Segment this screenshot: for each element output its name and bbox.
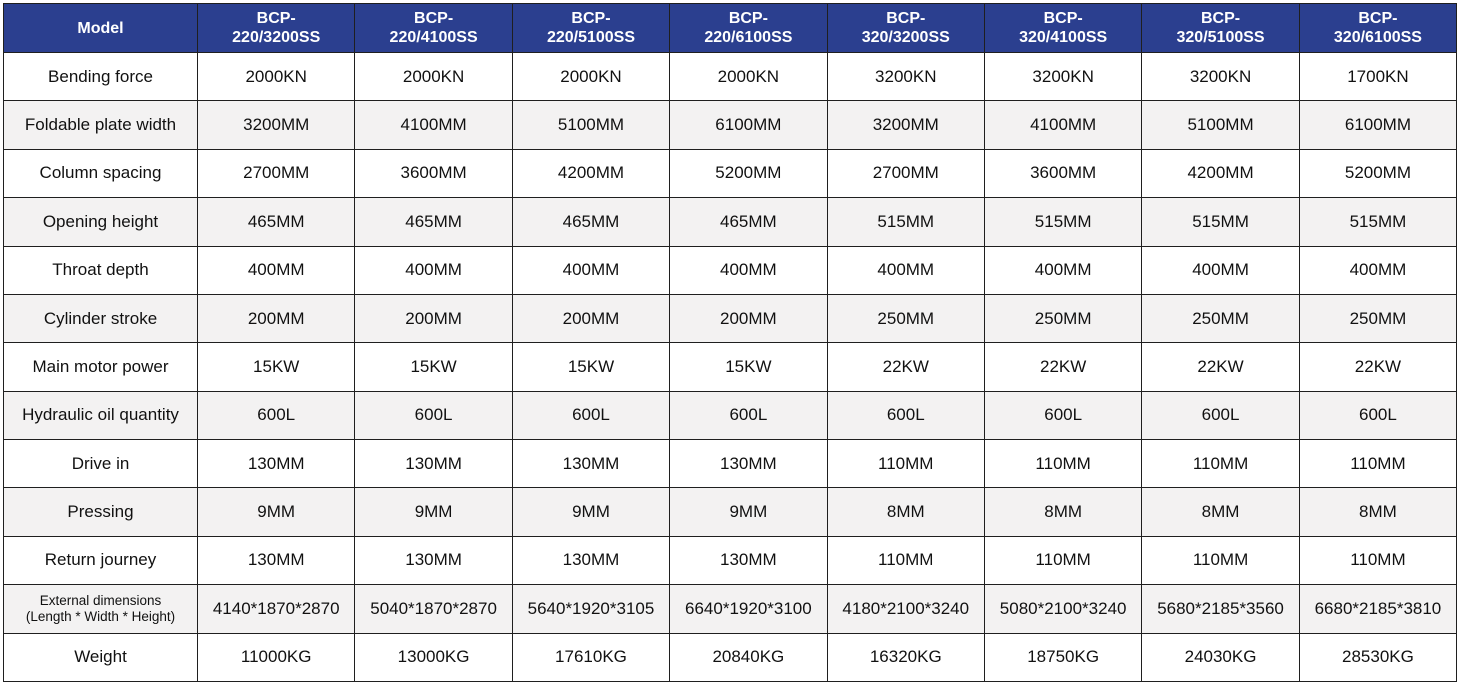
table-cell: 22KW	[1299, 343, 1456, 391]
table-cell: 22KW	[984, 343, 1141, 391]
table-cell: 400MM	[355, 246, 512, 294]
table-cell: 110MM	[1142, 536, 1299, 584]
model-header: Model	[4, 4, 198, 53]
table-cell: 5100MM	[512, 101, 669, 149]
table-cell: 2700MM	[827, 149, 984, 197]
table-cell: 9MM	[670, 488, 827, 536]
parameter-label	[4, 585, 198, 633]
model-header-line: BCP-	[1358, 10, 1398, 27]
table-cell: 9MM	[355, 488, 512, 536]
table-cell: 600L	[512, 391, 669, 439]
parameter-label: Main motor power	[4, 343, 198, 391]
table-cell: 4180*2100*3240	[827, 585, 984, 633]
table-cell: 5080*2100*3240	[984, 585, 1141, 633]
table-cell: 22KW	[1142, 343, 1299, 391]
model-header-line: 320/6100SS	[1333, 29, 1422, 46]
table-row	[4, 246, 1457, 294]
table-cell: 5200MM	[670, 149, 827, 197]
table-cell: 8MM	[1299, 488, 1456, 536]
model-header-6	[984, 4, 1141, 53]
table-cell: 600L	[1142, 391, 1299, 439]
table-cell: 5200MM	[1299, 149, 1456, 197]
table-cell: 600L	[1299, 391, 1456, 439]
model-header-line: BCP-	[256, 10, 296, 27]
table-cell: 2000KN	[670, 53, 827, 101]
table-cell: 465MM	[670, 198, 827, 246]
table-cell: 130MM	[355, 440, 512, 488]
parameter-label-line: (Length * Width * Height)	[25, 608, 176, 624]
table-cell: 200MM	[512, 294, 669, 342]
model-header-line: BCP-	[728, 10, 768, 27]
model-header-line: 220/5100SS	[546, 29, 636, 46]
table-cell: 130MM	[198, 440, 355, 488]
table-cell: 2700MM	[198, 149, 355, 197]
table-cell: 250MM	[1142, 294, 1299, 342]
table-cell: 3600MM	[355, 149, 512, 197]
table-cell: 6100MM	[670, 101, 827, 149]
model-header-line: 320/3200SS	[861, 29, 950, 46]
table-row	[4, 343, 1457, 391]
table-cell: 17610KG	[512, 633, 669, 682]
table-cell: 130MM	[512, 440, 669, 488]
table-cell: 110MM	[1299, 536, 1456, 584]
model-header-5	[827, 4, 984, 53]
model-header-1	[198, 4, 355, 53]
table-cell: 515MM	[827, 198, 984, 246]
table-cell: 400MM	[984, 246, 1141, 294]
table-cell: 465MM	[198, 198, 355, 246]
model-header-line: 220/4100SS	[389, 29, 478, 46]
model-header-line: 220/6100SS	[704, 29, 793, 46]
model-header-line: BCP-	[1200, 10, 1241, 27]
table-cell: 110MM	[984, 440, 1141, 488]
table-cell: 8MM	[1142, 488, 1299, 536]
table-cell: 5100MM	[1142, 101, 1299, 149]
table-cell: 515MM	[1299, 198, 1456, 246]
model-header-line: 320/5100SS	[1176, 29, 1265, 46]
table-cell: 6640*1920*3100	[670, 585, 827, 633]
table-row	[4, 585, 1457, 633]
table-cell: 18750KG	[984, 633, 1141, 682]
table-cell: 130MM	[670, 440, 827, 488]
parameter-label: Return journey	[4, 536, 198, 584]
table-cell: 13000KG	[355, 633, 512, 682]
table-cell: 600L	[198, 391, 355, 439]
table-cell: 515MM	[984, 198, 1141, 246]
table-cell: 130MM	[198, 536, 355, 584]
spec-table	[3, 3, 1457, 682]
table-cell: 600L	[984, 391, 1141, 439]
table-cell: 3200KN	[984, 53, 1141, 101]
table-cell: 15KW	[670, 343, 827, 391]
table-cell: 15KW	[198, 343, 355, 391]
model-header-line: 320/4100SS	[1019, 29, 1108, 46]
table-cell: 15KW	[355, 343, 512, 391]
table-cell: 600L	[670, 391, 827, 439]
parameter-label: Throat depth	[4, 246, 198, 294]
model-header-line: BCP-	[886, 10, 926, 27]
table-cell: 4200MM	[512, 149, 669, 197]
table-cell: 24030KG	[1142, 633, 1299, 682]
table-row	[4, 633, 1457, 682]
table-cell: 200MM	[355, 294, 512, 342]
parameter-label: Cylinder stroke	[4, 294, 198, 342]
table-cell: 400MM	[1142, 246, 1299, 294]
table-cell: 400MM	[1299, 246, 1456, 294]
table-row	[4, 294, 1457, 342]
table-cell: 400MM	[198, 246, 355, 294]
model-header-3	[512, 4, 669, 53]
model-header-4	[670, 4, 827, 53]
table-cell: 110MM	[984, 536, 1141, 584]
table-row	[4, 488, 1457, 536]
table-cell: 5680*2185*3560	[1142, 585, 1299, 633]
table-cell: 4100MM	[984, 101, 1141, 149]
table-cell: 110MM	[827, 440, 984, 488]
table-cell: 3200MM	[198, 101, 355, 149]
parameter-label: Foldable plate width	[4, 101, 198, 149]
table-cell: 110MM	[1299, 440, 1456, 488]
table-cell: 465MM	[512, 198, 669, 246]
model-header-line: BCP-	[571, 10, 611, 27]
parameter-label: Column spacing	[4, 149, 198, 197]
table-cell: 6680*2185*3810	[1299, 585, 1456, 633]
model-header-line: 220/3200SS	[232, 29, 321, 46]
table-cell: 600L	[355, 391, 512, 439]
parameter-label: Opening height	[4, 198, 198, 246]
table-body	[4, 53, 1457, 682]
table-cell: 9MM	[512, 488, 669, 536]
table-cell: 3200KN	[1142, 53, 1299, 101]
parameter-label: Pressing	[4, 488, 198, 536]
parameter-label-line: External dimensions	[39, 592, 162, 608]
parameter-label: Bending force	[4, 53, 198, 101]
table-cell: 11000KG	[198, 633, 355, 682]
parameter-label: Hydraulic oil quantity	[4, 391, 198, 439]
table-cell: 400MM	[827, 246, 984, 294]
table-row	[4, 391, 1457, 439]
table-cell: 130MM	[670, 536, 827, 584]
table-cell: 515MM	[1142, 198, 1299, 246]
model-header-7	[1142, 4, 1299, 53]
model-header-8	[1299, 4, 1456, 53]
table-row	[4, 53, 1457, 101]
table-cell: 110MM	[827, 536, 984, 584]
table-cell: 16320KG	[827, 633, 984, 682]
table-cell: 3200KN	[827, 53, 984, 101]
table-cell: 130MM	[355, 536, 512, 584]
table-cell: 28530KG	[1299, 633, 1456, 682]
table-cell: 250MM	[1299, 294, 1456, 342]
table-cell: 8MM	[984, 488, 1141, 536]
table-row	[4, 536, 1457, 584]
table-cell: 600L	[827, 391, 984, 439]
table-row	[4, 198, 1457, 246]
table-cell: 3600MM	[984, 149, 1141, 197]
table-cell: 15KW	[512, 343, 669, 391]
table-cell: 400MM	[512, 246, 669, 294]
table-cell: 2000KN	[198, 53, 355, 101]
table-cell: 200MM	[198, 294, 355, 342]
table-cell: 250MM	[827, 294, 984, 342]
table-row	[4, 101, 1457, 149]
parameter-label: Weight	[4, 633, 198, 682]
table-cell: 200MM	[670, 294, 827, 342]
table-row	[4, 149, 1457, 197]
table-cell: 400MM	[670, 246, 827, 294]
model-header-line: BCP-	[1043, 10, 1083, 27]
table-row	[4, 440, 1457, 488]
table-cell: 465MM	[355, 198, 512, 246]
table-cell: 1700KN	[1299, 53, 1456, 101]
model-header-line: BCP-	[414, 10, 454, 27]
table-cell: 250MM	[984, 294, 1141, 342]
table-cell: 4140*1870*2870	[198, 585, 355, 633]
table-cell: 6100MM	[1299, 101, 1456, 149]
table-cell: 5040*1870*2870	[355, 585, 512, 633]
table-cell: 2000KN	[355, 53, 512, 101]
table-cell: 3200MM	[827, 101, 984, 149]
table-cell: 110MM	[1142, 440, 1299, 488]
table-cell: 20840KG	[670, 633, 827, 682]
table-cell: 8MM	[827, 488, 984, 536]
table-cell: 4100MM	[355, 101, 512, 149]
table-cell: 130MM	[512, 536, 669, 584]
table-cell: 4200MM	[1142, 149, 1299, 197]
table-cell: 5640*1920*3105	[512, 585, 669, 633]
parameter-label: Drive in	[4, 440, 198, 488]
table-cell: 9MM	[198, 488, 355, 536]
table-cell: 22KW	[827, 343, 984, 391]
header-row	[4, 4, 1457, 53]
model-header-2	[355, 4, 512, 53]
table-cell: 2000KN	[512, 53, 669, 101]
